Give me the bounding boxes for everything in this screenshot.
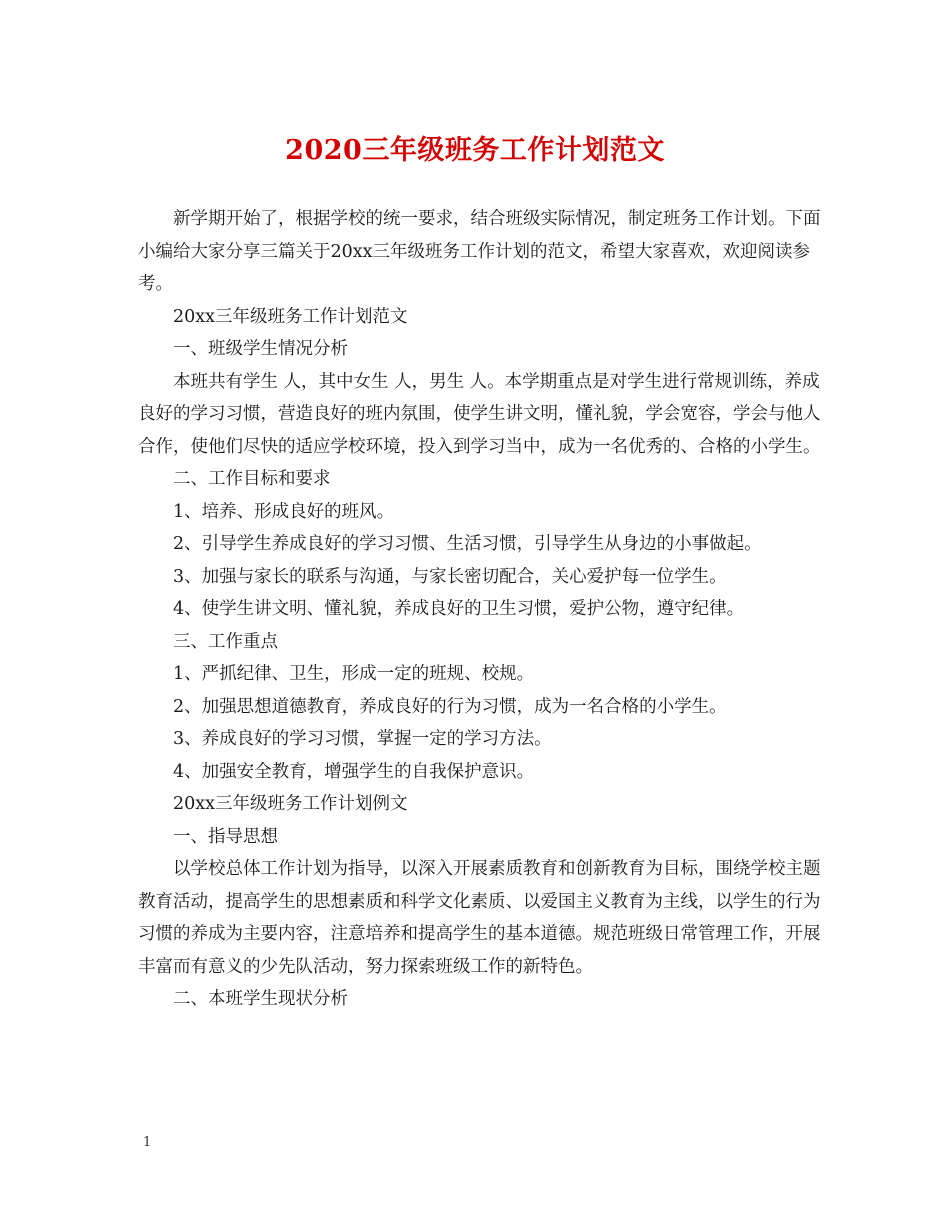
- paragraph: 以学校总体工作计划为指导，以深入开展素质教育和创新教育为目标，围绕学校主题教育活动，提高学生的思想素质和科学文化素质、以爱国主义教育为主线，以学生的行为习惯的养成为主要内容，注意培养和提高学生的基本道德。规范班级日常管理工作，开展丰富而有意义的少先队活动，努力探索班级工作的新特色。: [138, 859, 821, 977]
- list-item: 4、加强安全教育，增强学生的自我保护意识。: [173, 761, 535, 782]
- list-item: 1、培养、形成良好的班风。: [173, 501, 395, 522]
- section-heading: 20xx三年级班务工作计划例文: [173, 794, 408, 814]
- page-number: 1: [143, 1135, 152, 1150]
- subheading: 二、工作目标和要求: [173, 469, 331, 489]
- paragraph-intro: 新学期开始了，根据学校的统一要求，结合班级实际情况，制定班务工作计划。下面小编给大家分享三篇关于20xx三年级班务工作计划的范文，希望大家喜欢，欢迎阅读参考。: [138, 209, 821, 294]
- list-item: 4、使学生讲文明、懂礼貌，养成良好的卫生习惯，爱护公物，遵守纪律。: [173, 599, 745, 619]
- list-item: 3、加强与家长的联系与沟通，与家长密切配合，关心爱护每一位学生。: [173, 566, 727, 587]
- paragraph: 本班共有学生 人，其中女生 人，男生 人。本学期重点是对学生进行常规训练，养成良好的学习习惯，营造良好的班内氛围，使学生讲文明，懂礼貌，学会宽容，学会与他人合作，使他们尽快的适应学校环境，投入到学习当中，成为一名优秀的、合格的小学生。: [138, 371, 821, 457]
- document-body: [138, 203, 830, 1016]
- section-heading: 20xx三年级班务工作计划范文: [173, 306, 408, 327]
- list-item: 2、引导学生养成良好的学习习惯、生活习惯，引导学生从身边的小事做起。: [173, 534, 762, 554]
- subheading: 二、本班学生现状分析: [173, 989, 348, 1009]
- subheading: 一、班级学生情况分析: [173, 339, 348, 359]
- document-title: 2020三年级班务工作计划范文: [285, 135, 665, 166]
- list-item: 1、严抓纪律、卫生，形成一定的班规、校规。: [173, 664, 535, 684]
- list-item: 2、加强思想道德教育，养成良好的行为习惯，成为一名合格的小学生。: [173, 696, 727, 717]
- subheading: 一、指导思想: [173, 826, 278, 847]
- list-item: 3、养成良好的学习习惯，掌握一定的学习方法。: [173, 729, 552, 749]
- subheading: 三、工作重点: [173, 631, 278, 652]
